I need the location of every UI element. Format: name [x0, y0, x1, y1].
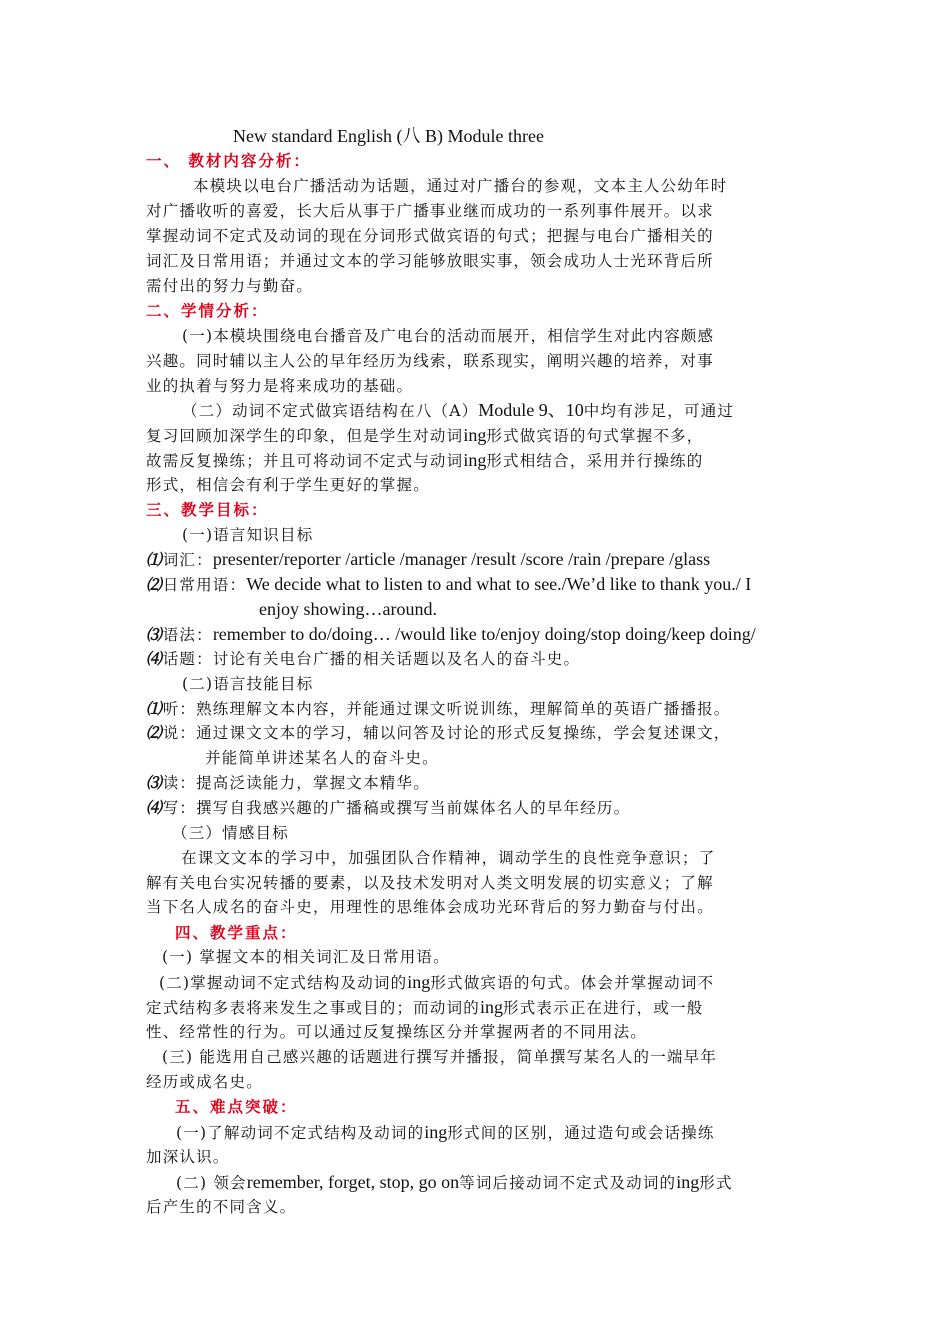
text-run: 形式相结合，采用并行操练的 [486, 452, 704, 470]
key-point-2-line-1 [159, 971, 714, 994]
text-run: 形式 [699, 1174, 733, 1192]
section3-sub3: （三）情感目标 [172, 824, 289, 842]
text-run: 形式表示正在进行，或一般 [503, 999, 704, 1017]
item-text-en: presenter/reporter /article /manager /result /score /rain /prepare /glass [212, 549, 711, 569]
grammar-item [146, 623, 756, 646]
difficulty-2-line-1 [176, 1171, 733, 1194]
text-run-en: ing [463, 450, 487, 470]
section2-para2-line-1 [182, 399, 734, 422]
section4-heading: 四、教学重点： [175, 923, 298, 942]
text-run: 等词后接动词不定式及动词的 [459, 1174, 677, 1192]
text-run: 定式结构多表将来发生之事或目的；而动词的 [146, 999, 481, 1017]
text-run-en: ing [463, 425, 487, 445]
text-run: (二) 领会 [176, 1174, 247, 1192]
item-text: 说：通过课文文本的学习，辅以问答及讨论的形式反复操练，学会复述课文， [162, 724, 731, 742]
item-label: 语法： [162, 626, 213, 644]
item-text: 写：撰写自我感兴趣的广播稿或撰写当前媒体名人的早年经历。 [162, 799, 631, 817]
text-run-en: remember, forget, stop, go on [246, 1172, 460, 1192]
section1-line-3: 掌握动词不定式及动词的现在分词形式做宾语的句式；把握与电台广播相关的 [146, 227, 714, 245]
item-label: 日常用语： [162, 576, 247, 594]
text-run: 故需反复操练；并且可将动词不定式与动词 [146, 452, 464, 470]
text-run: 形式间的区别，通过造句或会话操练 [447, 1124, 715, 1142]
text-run: 复习回顾加深学生的印象，但是学生对动词 [146, 427, 464, 445]
section2-heading: 二、学情分析： [146, 301, 269, 320]
section1-heading: 一、 教材内容分析： [146, 151, 311, 170]
item-number: ⑵ [146, 723, 163, 742]
emotion-line-2: 解有关电台实况转播的要素，以及技术发明对人类文明发展的切实意义；了解 [146, 874, 714, 892]
item-number: ⑷ [146, 798, 163, 817]
section1-line-1: 本模块以电台广播活动为话题，通过对广播台的参观，文本主人公幼年时 [193, 177, 728, 195]
key-point-1: (一) 掌握文本的相关词汇及日常用语。 [162, 948, 450, 966]
section2-para1-line-3: 业的执着与努力是将来成功的基础。 [146, 377, 414, 395]
text-run: 中均有涉足，可通过 [583, 402, 735, 420]
section1-line-5: 需付出的努力与勤奋。 [146, 277, 314, 295]
key-point-3-line-2: 经历或成名史。 [146, 1073, 263, 1091]
item-text: 听：熟练理解文本内容，并能通过课文听说训练，理解简单的英语广播播报。 [162, 700, 731, 718]
difficulty-1-line-2: 加深认识。 [146, 1148, 230, 1166]
item-text: 话题：讨论有关电台广播的相关话题以及名人的奋斗史。 [162, 650, 581, 668]
item-text-en: remember to do/doing… /would like to/enjoy doing/stop doing/keep doing/ [212, 624, 756, 644]
skill-writing [146, 797, 630, 819]
key-point-2-line-2 [146, 996, 703, 1019]
topic-item [146, 648, 580, 670]
key-point-3-line-1: (三) 能选用自己感兴趣的话题进行撰写并播报，简单撰写某名人的一端早年 [162, 1048, 718, 1066]
item-number: ⑵ [146, 575, 163, 594]
vocab-item [146, 548, 710, 571]
text-run: 形式做宾语的句式掌握不多， [486, 427, 704, 445]
key-point-2-line-3: 性、经常性的行为。可以通过反复操练区分并掌握两者的不同用法。 [146, 1023, 648, 1041]
text-run-en: ing [424, 1122, 448, 1142]
section2-para2-line-3 [146, 449, 703, 472]
item-text: 读：提高泛读能力，掌握文本精华。 [162, 774, 430, 792]
document-title: New standard English (八 B) Module three [233, 126, 544, 146]
section2-para2-line-2 [146, 424, 703, 447]
daily-expressions-continuation: enjoy showing…around. [259, 599, 437, 619]
skill-speaking-continuation: 并能简单讲述某名人的奋斗史。 [205, 749, 439, 767]
difficulty-1-line-1 [176, 1121, 715, 1144]
text-run: （二）动词不定式做宾语结构在八（A） [182, 402, 479, 420]
skill-listening [146, 698, 731, 720]
item-number: ⑷ [146, 649, 163, 668]
section5-heading: 五、难点突破： [175, 1097, 298, 1116]
section3-heading: 三、教学目标： [146, 500, 269, 519]
item-number: ⑴ [146, 699, 163, 718]
item-number: ⑶ [146, 625, 163, 644]
difficulty-2-line-2: 后产生的不同含义。 [146, 1198, 297, 1216]
emotion-line-3: 当下名人成名的奋斗史，用理性的思维体会成功光环背后的努力勤奋与付出。 [146, 898, 714, 916]
item-label: 词汇： [162, 551, 213, 569]
section3-sub1: (一)语言知识目标 [182, 526, 314, 544]
item-number: ⑶ [146, 773, 163, 792]
text-run-en: ing [480, 997, 504, 1017]
section1-line-2: 对广播收听的喜爱，长大后从事于广播事业继而成功的一系列事件展开。以求 [146, 202, 714, 220]
text-run: (二)掌握动词不定式结构及动词的 [159, 974, 408, 992]
section3-sub2: (二)语言技能目标 [182, 675, 314, 693]
daily-expressions-item [146, 573, 751, 596]
text-run: (一)了解动词不定式结构及动词的 [176, 1124, 425, 1142]
item-text-en: We decide what to listen to and what to see./We’d like to thank you./ I [246, 574, 752, 594]
text-run: 形式做宾语的句式。体会并掌握动词不 [430, 974, 715, 992]
section1-line-4: 词汇及日常用语；并通过文本的学习能够放眼实事，领会成功人士光环背后所 [146, 252, 714, 270]
skill-reading [146, 772, 430, 794]
section2-para2-line-4: 形式，相信会有利于学生更好的掌握。 [146, 476, 430, 494]
emotion-line-1: 在课文文本的学习中，加强团队合作精神，调动学生的良性竞争意识；了 [181, 849, 716, 867]
text-run-en: Module 9、10 [478, 400, 584, 420]
section2-para1-line-1: (一)本模块围绕电台播音及广电台的活动而展开，相信学生对此内容颇感 [182, 327, 715, 345]
section2-para1-line-2: 兴趣。同时辅以主人公的早年经历为线索，联系现实，阐明兴趣的培养，对事 [146, 352, 714, 370]
item-number: ⑴ [146, 550, 163, 569]
skill-speaking [146, 722, 731, 744]
text-run-en: ing [407, 972, 431, 992]
text-run-en: ing [676, 1172, 700, 1192]
